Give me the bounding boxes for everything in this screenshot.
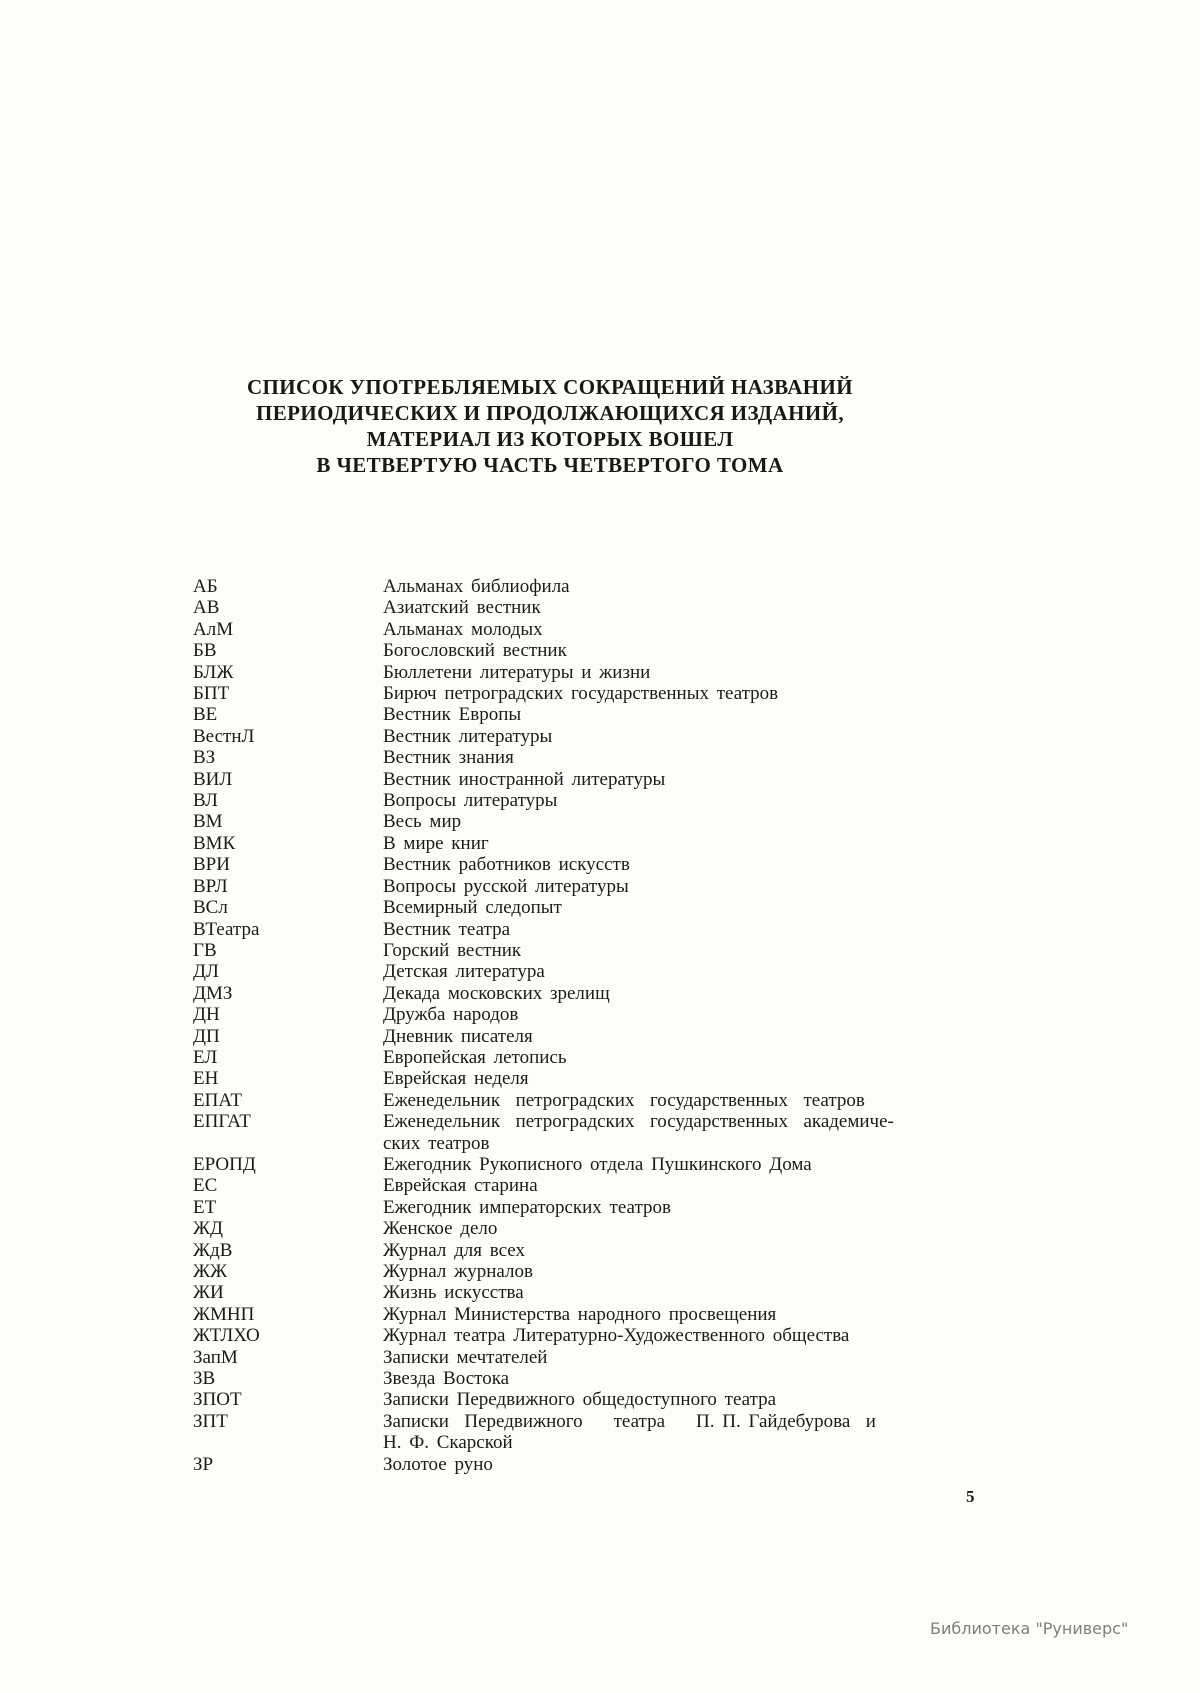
abbr-row	[193, 1282, 968, 1303]
title-cell	[383, 683, 968, 704]
abbr-row	[193, 876, 968, 897]
title-cell	[383, 597, 968, 618]
abbreviation-cell: ВЗ	[193, 747, 216, 769]
title-line: Альманах молодых	[383, 618, 543, 640]
title-line: Еженедельник петроградских государственных академиче-	[383, 1111, 894, 1133]
abbr-row	[193, 1175, 968, 1196]
title-cell	[383, 640, 968, 661]
abbreviation-cell: ЗПОТ	[193, 1389, 242, 1411]
abbreviation-cell: ДН	[193, 1004, 220, 1026]
title-cell	[383, 940, 968, 961]
title-cell	[383, 726, 968, 747]
page-title	[100, 374, 1000, 478]
abbreviation-cell: ВРЛ	[193, 875, 228, 897]
title-cell	[383, 1304, 968, 1325]
abbr-row	[193, 1389, 968, 1410]
title-line: СПИСОК УПОТРЕБЛЯЕМЫХ СОКРАЩЕНИЙ НАЗВАНИЙ	[246, 375, 854, 399]
title-line: ских театров	[383, 1132, 490, 1154]
abbr-row	[193, 1240, 968, 1261]
title-line: Дружба народов	[383, 1004, 519, 1026]
title-cell	[383, 1325, 968, 1346]
title-cell	[383, 1175, 968, 1196]
title-line: Н. Ф. Скарской	[383, 1432, 513, 1454]
title-cell	[383, 1218, 968, 1239]
title-line: Вопросы русской литературы	[383, 875, 629, 897]
title-line: Женское дело	[383, 1218, 498, 1240]
abbreviation-cell: АлМ	[193, 618, 234, 640]
abbr-row	[193, 1197, 968, 1218]
abbreviation-cell: БВ	[193, 640, 217, 662]
title-line: Весь мир	[383, 811, 462, 833]
abbr-row	[193, 1347, 968, 1368]
abbreviation-cell: ЕТ	[193, 1196, 217, 1218]
title-line: Вестник иностранной литературы	[383, 768, 666, 790]
abbreviation-cell: ЖТЛХО	[193, 1325, 260, 1347]
title-line: Бирюч петроградских государственных театров	[383, 683, 779, 705]
abbr-row	[193, 1047, 968, 1068]
abbr-row	[193, 833, 968, 854]
title-cell	[383, 662, 968, 683]
title-line: Ежегодник императорских театров	[383, 1196, 671, 1218]
title-cell	[383, 1197, 968, 1218]
abbr-row	[193, 662, 968, 683]
title-line: Еженедельник петроградских государственных театров	[383, 1089, 865, 1111]
abbreviation-cell: ЕПГАТ	[193, 1111, 251, 1133]
abbreviation-cell: ВМ	[193, 811, 223, 833]
title-line: Вестник театра	[383, 918, 511, 940]
title-line: Записки мечтателей	[383, 1346, 548, 1368]
abbr-row	[193, 1368, 968, 1389]
abbr-row	[193, 919, 968, 940]
title-cell	[383, 876, 968, 897]
abbreviation-cell: ЕРОПД	[193, 1153, 256, 1175]
abbreviation-cell: ЕС	[193, 1175, 218, 1197]
title-cell	[383, 1454, 968, 1475]
title-line: Европейская летопись	[383, 1046, 567, 1068]
abbreviation-cell: ЖИ	[193, 1282, 224, 1304]
abbr-row	[193, 940, 968, 961]
abbreviation-cell: ЗР	[193, 1453, 214, 1475]
abbr-row	[193, 854, 968, 875]
abbr-row	[193, 1325, 968, 1346]
abbreviation-cell: ЖдВ	[193, 1239, 233, 1261]
title-cell	[383, 919, 968, 940]
abbreviation-cell: ДМЗ	[193, 982, 233, 1004]
title-cell	[383, 854, 968, 875]
abbreviation-cell: ДЛ	[193, 961, 219, 983]
abbr-row	[193, 1026, 968, 1047]
title-cell	[383, 619, 968, 640]
title-line: Еврейская старина	[383, 1175, 538, 1197]
abbreviation-cell: ГВ	[193, 939, 217, 961]
title-line: Альманах библиофила	[383, 576, 570, 597]
title-line: Вестник Европы	[383, 704, 522, 726]
title-line: МАТЕРИАЛ ИЗ КОТОРЫХ ВОШЕЛ	[366, 427, 734, 451]
title-cell	[383, 1090, 968, 1111]
title-cell	[383, 1389, 968, 1410]
title-line: Вестник работников искусств	[383, 854, 630, 876]
abbreviation-list	[193, 576, 968, 1475]
abbr-row	[193, 1068, 968, 1089]
abbreviation-cell: ВМК	[193, 832, 236, 854]
title-line: Звезда Востока	[383, 1368, 510, 1390]
abbreviation-cell: ЕН	[193, 1068, 219, 1090]
abbr-row	[193, 811, 968, 832]
abbr-row	[193, 1090, 968, 1111]
abbreviation-cell: ВИЛ	[193, 768, 233, 790]
abbreviation-cell: ЕПАТ	[193, 1089, 242, 1111]
title-cell	[383, 1047, 968, 1068]
abbreviation-cell: АБ	[193, 576, 218, 597]
abbreviation-cell: ЖД	[193, 1218, 223, 1240]
title-line: Дневник писателя	[383, 1025, 533, 1047]
title-line: Вестник литературы	[383, 725, 553, 747]
title-cell	[383, 1347, 968, 1368]
title-cell	[383, 961, 968, 982]
abbreviation-cell: БЛЖ	[193, 661, 234, 683]
abbreviation-cell: ВТеатра	[193, 918, 260, 940]
abbr-row	[193, 576, 968, 597]
abbr-row	[193, 1218, 968, 1239]
title-cell	[383, 790, 968, 811]
abbr-row	[193, 1454, 968, 1475]
abbr-row	[193, 597, 968, 618]
page-number: 5	[966, 1487, 975, 1506]
title-line: Богословский вестник	[383, 640, 567, 662]
title-line: Детская литература	[383, 961, 545, 983]
abbreviation-cell: ЕЛ	[193, 1046, 218, 1068]
title-cell	[383, 1261, 968, 1282]
abbr-row	[193, 961, 968, 982]
title-cell	[383, 1026, 968, 1047]
title-line: Записки Передвижного театра П. П. Гайдебурова и	[383, 1410, 876, 1432]
title-cell	[383, 811, 968, 832]
title-line: Бюллетени литературы и жизни	[383, 661, 651, 683]
abbr-row	[193, 1004, 968, 1025]
title-cell	[383, 769, 968, 790]
title-line: Ежегодник Рукописного отдела Пушкинского Дома	[383, 1153, 812, 1175]
abbr-row	[193, 704, 968, 725]
title-cell	[383, 1282, 968, 1303]
title-line: Жизнь искусства	[383, 1282, 524, 1304]
abbr-row	[193, 1411, 968, 1454]
title-cell	[383, 983, 968, 1004]
title-cell	[383, 1368, 968, 1389]
title-line: В мире книг	[383, 832, 489, 854]
title-cell	[383, 1154, 968, 1175]
abbr-row	[193, 1304, 968, 1325]
title-line: Горский вестник	[383, 939, 522, 961]
abbreviation-cell: БПТ	[193, 683, 230, 705]
abbreviation-cell: ЗПТ	[193, 1410, 228, 1432]
abbr-row	[193, 790, 968, 811]
abbreviation-cell: ВЕ	[193, 704, 218, 726]
title-line: ПЕРИОДИЧЕСКИХ И ПРОДОЛЖАЮЩИХСЯ ИЗДАНИЙ,	[256, 401, 844, 425]
title-cell	[383, 576, 968, 597]
abbr-row	[193, 1261, 968, 1282]
title-line: В ЧЕТВЕРТУЮ ЧАСТЬ ЧЕТВЕРТОГО ТОМА	[316, 453, 784, 477]
abbr-row	[193, 1154, 968, 1175]
title-cell	[383, 1111, 968, 1154]
abbr-row	[193, 619, 968, 640]
abbr-row	[193, 983, 968, 1004]
title-line: Золотое руно	[383, 1453, 493, 1475]
title-line: Журнал для всех	[383, 1239, 525, 1261]
abbreviation-cell: ЗВ	[193, 1368, 216, 1390]
title-cell	[383, 704, 968, 725]
abbreviation-cell: ВСл	[193, 897, 228, 919]
title-line: Вестник знания	[383, 747, 514, 769]
title-cell	[383, 897, 968, 918]
title-line: Журнал театра Литературно-Художественного общества	[383, 1325, 850, 1347]
title-line: Всемирный следопыт	[383, 897, 562, 919]
abbr-row	[193, 897, 968, 918]
title-cell	[383, 1240, 968, 1261]
abbreviation-cell: ЖЖ	[193, 1261, 228, 1282]
abbreviation-cell: ЗапМ	[193, 1346, 238, 1368]
title-line: Декада московских зрелищ	[383, 982, 610, 1004]
library-watermark: Библиотека "Руниверс"	[930, 1619, 1129, 1638]
abbr-row	[193, 726, 968, 747]
abbr-row	[193, 640, 968, 661]
title-cell	[383, 1004, 968, 1025]
abbr-row	[193, 683, 968, 704]
title-cell	[383, 833, 968, 854]
abbr-row	[193, 1111, 968, 1154]
abbr-row	[193, 747, 968, 768]
abbreviation-cell: ВЛ	[193, 790, 218, 812]
abbreviation-cell: ВРИ	[193, 854, 230, 876]
abbr-row	[193, 769, 968, 790]
title-line: Азиатский вестник	[383, 597, 541, 619]
title-cell	[383, 1068, 968, 1089]
title-cell	[383, 747, 968, 768]
abbreviation-cell: ВестнЛ	[193, 725, 255, 747]
title-line: Еврейская неделя	[383, 1068, 529, 1090]
abbreviation-cell: ДП	[193, 1025, 220, 1047]
title-line: Записки Передвижного общедоступного театра	[383, 1389, 777, 1411]
title-line: Журнал журналов	[383, 1261, 533, 1282]
title-cell	[383, 1411, 968, 1454]
abbreviation-cell: ЖМНП	[193, 1303, 255, 1325]
title-line: Вопросы литературы	[383, 790, 558, 812]
abbreviation-cell: АВ	[193, 597, 220, 619]
title-line: Журнал Министерства народного просвещения	[383, 1303, 777, 1325]
